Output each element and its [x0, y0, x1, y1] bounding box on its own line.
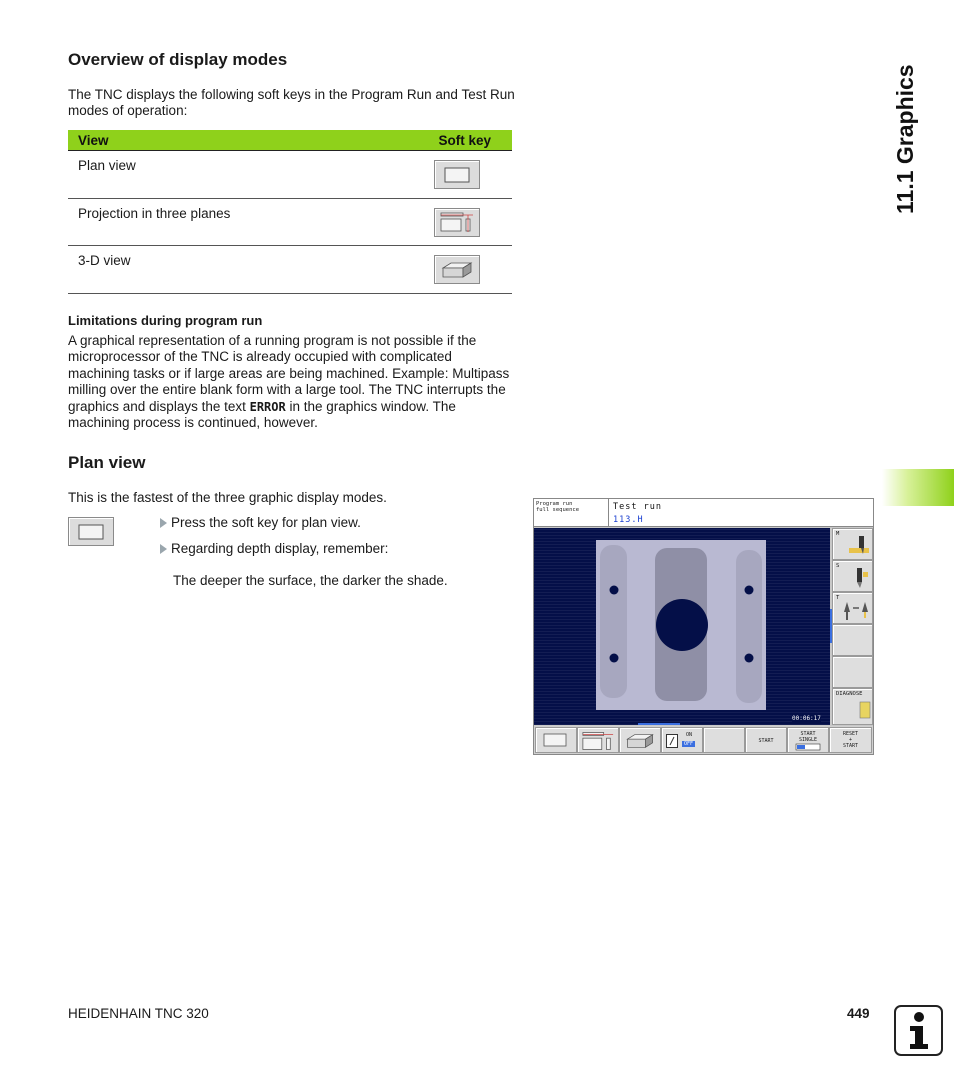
- reset-label-3: START: [842, 743, 859, 749]
- plan-note: The deeper the surface, the darker the shade.: [173, 573, 448, 588]
- plan-view-softkey-example: [68, 517, 114, 546]
- table-row: [68, 246, 512, 294]
- softkey-start-single[interactable]: [787, 727, 829, 753]
- mode-line-2: full sequence: [536, 507, 580, 513]
- diagnose-icon: [859, 701, 871, 719]
- 3d-view-icon: [625, 732, 655, 750]
- table-row: [68, 151, 512, 199]
- single-block-icon: [795, 743, 821, 751]
- workpiece-plan-view: [534, 528, 830, 725]
- horizontal-softkey-bar: [534, 726, 873, 754]
- on-label: ON: [686, 732, 693, 738]
- table-header: [68, 130, 512, 151]
- footer-product: HEIDENHAIN TNC 320: [68, 1006, 209, 1021]
- screen-mode-title: Test run: [613, 502, 662, 512]
- tool-icon: [845, 566, 871, 590]
- mode-line-1: Program run: [536, 501, 573, 507]
- section-title-plan-view: Plan view: [68, 453, 146, 472]
- row-label: Plan view: [78, 158, 136, 173]
- softkey-empty-3[interactable]: [703, 727, 745, 753]
- softkey-reset-start[interactable]: [829, 727, 872, 753]
- reset-label-1: RESET: [842, 731, 859, 737]
- 3d-view-icon: [441, 260, 473, 280]
- limitations-title: Limitations during program run: [68, 313, 263, 328]
- row-label: Projection in three planes: [78, 205, 231, 221]
- plan-intro: This is the fastest of the three graphic display modes.: [68, 490, 387, 505]
- tool-change-icon: [841, 598, 871, 622]
- softkey-3d-view[interactable]: [619, 727, 661, 753]
- projection-softkey: [434, 208, 480, 237]
- section-title-overview: Overview of display modes: [68, 50, 288, 69]
- col-view-header: View: [78, 132, 109, 148]
- page-number: 449: [847, 1006, 870, 1021]
- softkey-label: DIAGNOSE: [836, 691, 863, 697]
- softkey-label: T: [836, 595, 840, 601]
- plan-view-icon: [78, 524, 104, 540]
- softkey-m[interactable]: [832, 528, 873, 560]
- run-timer: 00:06:17: [792, 715, 821, 722]
- plan-step-1-text: Press the soft key for plan view.: [171, 515, 361, 530]
- program-name: 113.H: [613, 515, 644, 525]
- start-single-label-1: START: [800, 731, 816, 737]
- overview-intro: The TNC displays the following soft keys in the Program Run and Test Run modes of operation:: [68, 87, 515, 119]
- chapter-side-title: [892, 46, 930, 216]
- mode-indicator: [534, 499, 609, 527]
- error-keyword: ERROR: [249, 399, 286, 414]
- softkey-projection[interactable]: [577, 727, 619, 753]
- reset-label-2: +: [848, 737, 852, 743]
- projection-three-planes-icon: [581, 730, 615, 752]
- plan-step-1: [160, 515, 361, 530]
- chapter-title-text: 11.1 Graphics: [892, 64, 918, 214]
- bullet-arrow-icon: [160, 544, 167, 554]
- limitations-text-part2: in the graphics window. The machining process is continued, however.: [68, 398, 456, 431]
- tnc-screen: [533, 498, 874, 755]
- bullet-arrow-icon: [160, 518, 167, 528]
- col-softkey-header: Soft key: [438, 132, 491, 148]
- start-label: START: [758, 738, 774, 744]
- row-label: 3-D view: [78, 253, 131, 268]
- plan-step-2: [160, 541, 388, 556]
- screen-header: [534, 499, 873, 527]
- 3d-view-softkey: [434, 255, 480, 284]
- softkey-t[interactable]: [832, 592, 873, 624]
- softkey-empty-2[interactable]: [832, 656, 873, 688]
- graphics-window: [534, 528, 830, 725]
- softkey-s[interactable]: [832, 560, 873, 592]
- limitations-text-part1: A graphical representation of a running program is not possible if the microprocessor of the TNC is already occupied with complicated machining tasks or if large areas are being machined. Example: Multipass milling over the entire blank form with a large tool. The TNC interrupts the graphics and displays the text: [68, 333, 510, 414]
- info-icon: [894, 1005, 943, 1056]
- softkey-diagnose[interactable]: [832, 688, 873, 725]
- softkey-start[interactable]: [745, 727, 787, 753]
- off-label: OFF: [684, 741, 694, 747]
- table-row: [68, 199, 512, 247]
- slash-icon: [666, 734, 678, 748]
- softkey-slow-motion[interactable]: [661, 727, 703, 753]
- projection-three-planes-icon: [439, 211, 475, 233]
- chapter-tab: [882, 469, 954, 506]
- softkey-table: [68, 130, 512, 294]
- softkey-empty-1[interactable]: [832, 624, 873, 656]
- plan-step-2-text: Regarding depth display, remember:: [171, 541, 389, 556]
- plan-view-icon: [444, 167, 470, 183]
- spindle-icon: [845, 534, 871, 558]
- start-single-label-2: SINGLE: [798, 737, 818, 743]
- softkey-label: S: [836, 563, 840, 569]
- limitations-text: [68, 333, 516, 431]
- softkey-label: M: [836, 531, 840, 537]
- vertical-softkey-bar: [832, 528, 873, 725]
- softkey-plan-view[interactable]: [535, 727, 577, 753]
- plan-view-softkey: [434, 160, 480, 189]
- plan-view-icon: [543, 732, 569, 748]
